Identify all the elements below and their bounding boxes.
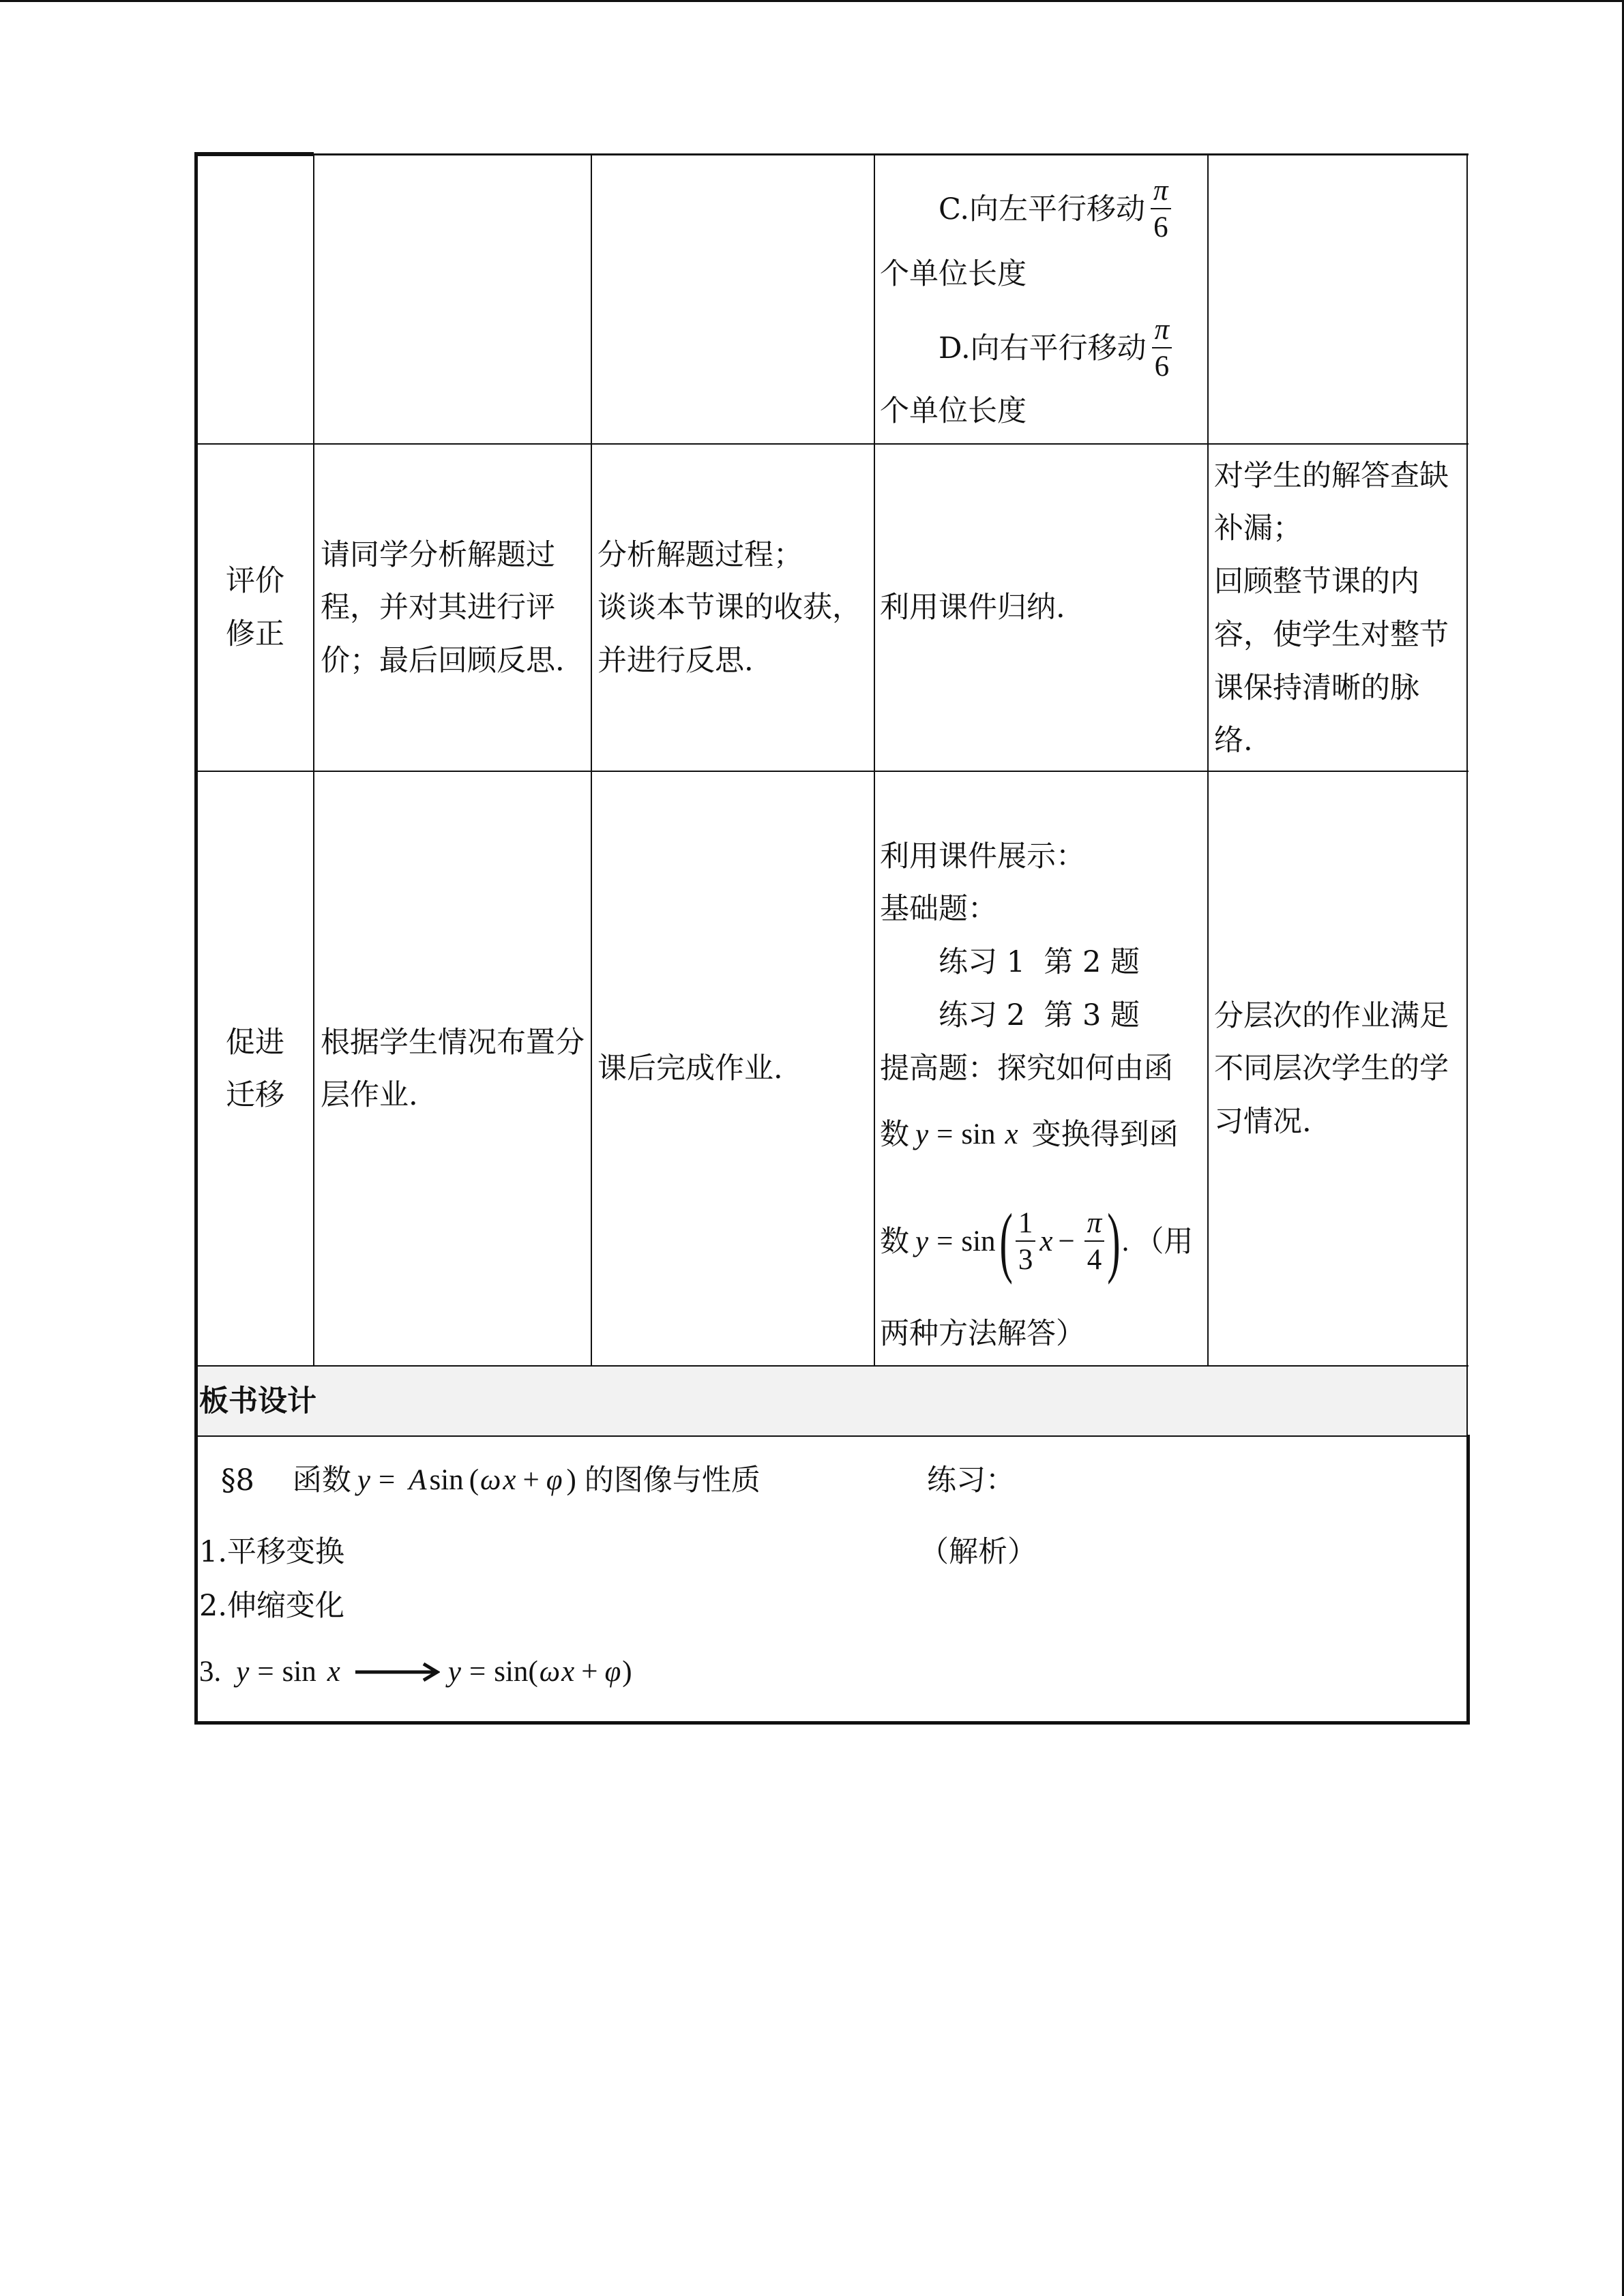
math-equals: =	[936, 1118, 954, 1150]
row3-media-line: 基础题：	[880, 892, 997, 926]
option-c-label: C.向左平行移动	[939, 192, 1146, 226]
row3-student-text: 课后完成作业.	[597, 1052, 783, 1086]
title-suffix: 的图像与性质	[584, 1463, 761, 1497]
row3-media-line: 提高题：探究如何由函	[880, 1052, 1173, 1086]
row2-teacher-line: 请同学分析解题过	[321, 538, 555, 572]
option-d-fraction-denominator: 6	[1154, 351, 1170, 383]
board-item-3-line	[199, 1656, 632, 1688]
math-right-paren: )	[1107, 1197, 1121, 1285]
table-top-border	[195, 153, 1468, 155]
math-left-paren: (	[469, 1464, 479, 1496]
fraction-numerator: 1	[1018, 1207, 1033, 1239]
col-divider-2	[591, 154, 592, 1367]
math-var-a: A	[409, 1464, 427, 1496]
math-var-x: x	[1039, 1225, 1053, 1257]
math-minus: −	[1058, 1225, 1075, 1257]
row3-teacher-line: 根据学生情况布置分	[321, 1026, 585, 1060]
table-right-border-thick	[1466, 1435, 1470, 1725]
row2-teacher-line: 程，并对其进行评	[321, 591, 555, 625]
table-bottom-border	[195, 1721, 1470, 1725]
row2-stage-line: 修正	[226, 617, 284, 651]
row2-intent-line: 补漏；	[1214, 511, 1302, 546]
math-var-y: y	[236, 1656, 250, 1688]
fraction-numerator: π	[1087, 1207, 1102, 1239]
row3-media-fraction-formula-line	[880, 1197, 1193, 1287]
math-omega: ω	[480, 1464, 501, 1496]
option-d-fraction	[1152, 314, 1172, 383]
row3-stage-line: 迁移	[226, 1078, 284, 1112]
formula-suffix: （用	[1134, 1225, 1194, 1259]
table-right-border	[1466, 154, 1468, 1436]
row2-student-line: 谈谈本节课的收获，	[597, 591, 861, 625]
math-phi: φ	[546, 1464, 563, 1496]
board-item: 2.伸缩变化	[199, 1589, 345, 1623]
board-practice-note: （解析）	[919, 1535, 1037, 1569]
page-top-edge	[0, 0, 1624, 2]
math-var-y: y	[357, 1464, 370, 1496]
row2-intent-line: 课保持清晰的脉	[1214, 671, 1419, 705]
math-right-paren: )	[622, 1656, 632, 1688]
row2-media-text: 利用课件归纳.	[880, 591, 1065, 625]
math-plus: +	[522, 1464, 540, 1496]
math-equals: =	[378, 1464, 396, 1496]
math-var-y: y	[915, 1118, 929, 1150]
row3-media-exercise-line: 练习 2 第 3 题	[939, 998, 1140, 1032]
row2-intent-line: 回顾整节课的内	[1214, 565, 1419, 599]
board-title-line	[221, 1464, 761, 1497]
row2-stage-line: 评价	[226, 564, 284, 598]
math-right-paren: )	[566, 1464, 576, 1496]
math-fraction-pi-over-4	[1084, 1208, 1105, 1276]
section-number: §8	[221, 1463, 254, 1497]
math-sin: sin	[961, 1118, 996, 1150]
row3-media-exercise-line: 练习 1 第 2 题	[939, 945, 1140, 979]
row2-teacher-line: 价；最后回顾反思.	[321, 644, 565, 678]
col-divider-3	[874, 154, 875, 1367]
option-d-fraction-numerator: π	[1154, 314, 1170, 346]
formula-prefix: 数	[880, 1118, 909, 1152]
board-practice-label: 练习：	[927, 1463, 1015, 1497]
row-divider-1	[195, 443, 1468, 445]
math-var-x: x	[561, 1656, 575, 1688]
row3-media-line: 两种方法解答）	[880, 1317, 1085, 1351]
option-c-fraction-numerator: π	[1153, 175, 1168, 207]
col-divider-4	[1207, 154, 1209, 1367]
board-header-background	[196, 1367, 1467, 1436]
row3-intent-line: 分层次的作业满足	[1214, 999, 1449, 1033]
math-var-y: y	[447, 1656, 461, 1688]
row3-media-line: 利用课件展示：	[880, 839, 1085, 874]
math-phi: φ	[604, 1656, 621, 1688]
math-equals: =	[257, 1656, 274, 1688]
math-equals: =	[469, 1656, 486, 1688]
col-divider-1	[313, 154, 314, 1367]
row3-intent-line: 不同层次学生的学	[1214, 1052, 1449, 1086]
right-arrow-icon	[355, 1661, 440, 1683]
math-var-x: x	[1005, 1118, 1018, 1150]
option-d-unit: 个单位长度	[880, 394, 1027, 428]
row3-media-formula-line	[880, 1118, 1179, 1151]
row3-teacher-line: 层作业.	[321, 1078, 418, 1112]
row2-intent-line: 容，使学生对整节	[1214, 618, 1449, 652]
math-fraction-one-third	[1016, 1208, 1036, 1276]
math-left-paren: (	[999, 1197, 1013, 1285]
math-omega: ω	[539, 1656, 561, 1688]
fraction-denominator: 3	[1018, 1244, 1033, 1276]
row2-intent-line: 络.	[1214, 724, 1253, 758]
math-equals: =	[936, 1225, 954, 1257]
row2-intent-line: 对学生的解答查缺	[1214, 459, 1449, 493]
formula-suffix: 变换得到函	[1031, 1118, 1179, 1152]
math-var-x: x	[327, 1656, 340, 1688]
title-prefix: 函数	[292, 1463, 351, 1497]
option-c-line	[939, 174, 1171, 245]
math-left-paren: (	[528, 1656, 538, 1688]
math-sin: sin	[494, 1656, 529, 1688]
math-sin: sin	[282, 1656, 316, 1688]
board-header: 板书设计	[199, 1384, 316, 1418]
row2-student-line: 并进行反思.	[597, 644, 754, 678]
option-d-line	[939, 313, 1172, 384]
option-c-fraction	[1151, 175, 1171, 243]
row3-stage-line: 促进	[226, 1026, 284, 1060]
row-divider-2	[195, 771, 1468, 772]
table-top-border-thick	[195, 152, 314, 156]
option-c-fraction-denominator: 6	[1153, 211, 1168, 243]
row3-intent-line: 习情况.	[1214, 1105, 1312, 1139]
row-divider-4	[195, 1435, 1468, 1437]
table-left-border	[194, 152, 198, 1725]
math-sin: sin	[961, 1225, 996, 1257]
math-var-y: y	[915, 1225, 929, 1257]
board-item: 1.平移变换	[199, 1535, 345, 1569]
row-divider-3	[195, 1365, 1468, 1367]
math-sin: sin	[429, 1464, 464, 1496]
option-d-label: D.向右平行移动	[939, 331, 1147, 366]
formula-prefix: 数	[880, 1225, 909, 1259]
math-plus: +	[581, 1656, 598, 1688]
formula-period: .	[1121, 1225, 1130, 1257]
math-var-x: x	[503, 1464, 516, 1496]
item-number: 3.	[199, 1656, 222, 1688]
fraction-denominator: 4	[1087, 1244, 1102, 1276]
option-c-unit: 个单位长度	[880, 257, 1027, 291]
row2-student-line: 分析解题过程；	[597, 538, 803, 572]
